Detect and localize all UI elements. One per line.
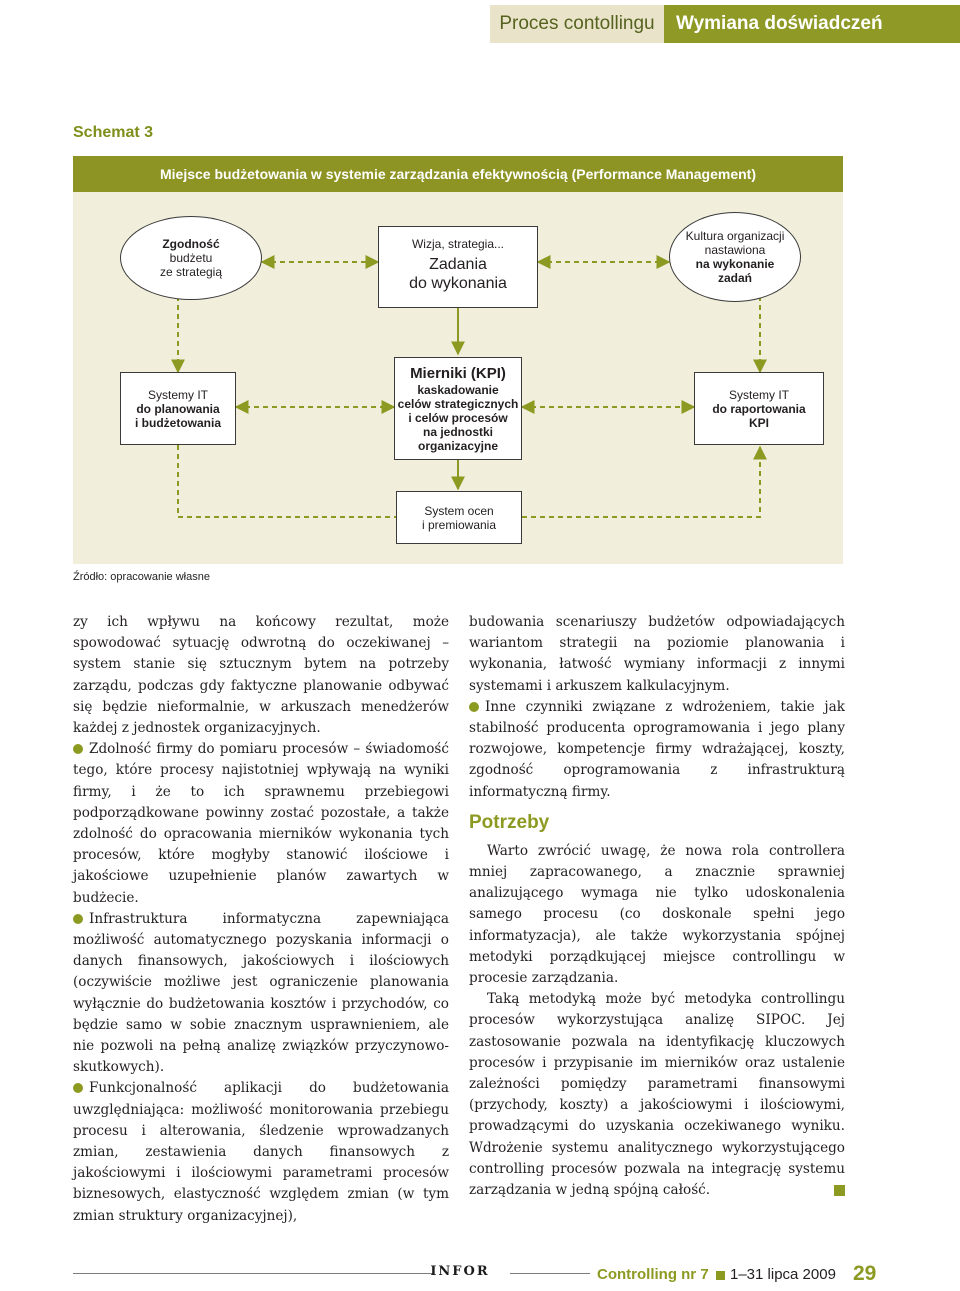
paragraph: [469, 989, 845, 1201]
paragraph: budowania scenariuszy budżetów odpowiadających wariantom strategii na poziomie planowania i wykonania, łatwość wymiany informacji z innymi systemami i arkuszem kalkulacyjnym.: [469, 614, 845, 694]
column-left: [73, 612, 449, 1227]
node-text: kaskadowanie: [417, 383, 499, 397]
node-kultura-organizacji: [669, 212, 801, 302]
node-mierniki-kpi: [394, 357, 522, 460]
node-text: nastawiona: [704, 243, 766, 257]
node-text: na wykonanie: [695, 257, 775, 271]
infor-logo: INFOR: [430, 1264, 490, 1279]
bullet-item: [73, 1078, 449, 1226]
footer-rule: [510, 1273, 590, 1274]
journal-title: Controlling nr 7: [597, 1266, 709, 1283]
node-text: do raportowania: [712, 401, 806, 416]
node-zgodnosc-budzetu: [120, 216, 262, 300]
node-text: zadań: [717, 271, 752, 285]
node-text: celów strategicznych: [397, 397, 519, 411]
diagram-title: Miejsce budżetowania w systemie zarządzania efektywnością (Performance Management): [73, 156, 843, 192]
node-systemy-it-raportowania: [694, 372, 824, 445]
bullet-item: [73, 739, 449, 909]
node-text: i premiowania: [421, 517, 497, 532]
paragraph-text: Taką metodyką może być metodyka controllingu procesów wykorzystująca analizę SIPOC. Jej zastosowanie pozwala na identyfikację kluczowych procesów i przypisanie im mierników oraz ustalenie zależności pomiędzy parametrami finansowymi (przychody, koszty) a jakościowymi i ilościowymi, prowadzącymi do uzyskania oczekiwanego wyniku. Wdrożenie systemu analitycznego wykorzystującego controlling procesów pozwala na integrację systemu zarządzania w jedną spójną całość.: [469, 991, 845, 1199]
bullet-item: [73, 909, 449, 1079]
node-zadania-do-wykonania: [378, 226, 538, 308]
schemat-label: Schemat 3: [73, 124, 154, 141]
node-text: KPI: [748, 415, 769, 430]
node-systemy-it-planowania: [120, 372, 236, 445]
node-text: do planowania: [136, 401, 220, 416]
end-mark-icon: [834, 1185, 845, 1196]
bullet-icon: [73, 914, 83, 924]
node-text: Systemy IT: [147, 387, 208, 402]
node-text: do wykonania: [409, 275, 507, 292]
node-text: ze strategią: [159, 265, 223, 279]
node-text: System ocen: [424, 503, 494, 518]
bullet-text: Infrastruktura informatyczna zapewniająca możliwość automatycznego pozyskania informacji o danych finansowych, jakościowych i ilościowych (oczywiście możliwe jest ograniczenie planowania wyłącznie do budżetowania kosztów i przychodów, co będzie samo w sobie znacznym usprawnieniem, ale nie pozwoli na pełną analizę związków przyczynowo-skutkowych).: [73, 910, 449, 1076]
paragraph: zy ich wpływu na końcowy rezultat, może spowodować sytuację odwrotną do oczekiwanej – system stanie się sztucznym bytem na potrzeby zarządu, podczas gdy faktyczne planowanie odbywać się będzie nieformalnie, w arkuszach menedżerów każdej z jednostek organizacyjnych.: [73, 614, 449, 737]
node-text: Systemy IT: [728, 387, 789, 402]
node-text: i budżetowania: [134, 415, 221, 430]
section-heading: Potrzeby: [469, 811, 550, 833]
column-right: [469, 612, 845, 1201]
node-text: budżetu: [169, 251, 213, 265]
node-text: Zadania: [429, 256, 487, 273]
node-text: Kultura organizacji: [685, 229, 785, 243]
paragraph: Warto zwrócić uwagę, że nowa rola controllera mniej zapracowanego, a znacznie sprawniej analizującego wymaga nie tylko udoskonalenia samego procesu (co doskonale spełni jego informatyzacja), ale także wykorzystania spójnej metodyki porządkującej miejsce controllingu w procesie zarządzania.: [469, 842, 845, 987]
node-text: na jednostki organizacyjne: [417, 425, 499, 453]
bullet-text: Inne czynniki związane z wdrożeniem, takie jak stabilność producenta oprogramowania i jego plany rozwojowe, kompetencje firmy wdrażającej, koszty, zgodność oprogramowania z infrastrukturą informatyczną firmy.: [469, 698, 845, 800]
separator-icon: [716, 1271, 725, 1280]
tab-wymiana-doswiadczen: Wymiana doświadczeń: [664, 5, 960, 43]
bullet-icon: [73, 1083, 83, 1093]
bullet-text: Zdolność firmy do pomiaru procesów – świadomość tego, które procesy najistotniej wpływają na wyniki firmy, i że to ich sprawnemu przebiegowi podporządkowane powinny zostać pozostałe, a także zdolność do opracowania mierników wykonania tych procesów, które mogłyby stanowić ilościowe i jakościowe uzupełnienie planów zawartych w budżecie.: [73, 741, 449, 906]
bullet-icon: [469, 702, 479, 712]
page-number: 29: [853, 1262, 877, 1285]
node-text: Wizja, strategia...: [411, 237, 505, 251]
node-text: i celów procesów: [408, 411, 508, 425]
node-system-ocen: [396, 491, 522, 544]
node-title: Mierniki (KPI): [410, 365, 506, 382]
bullet-icon: [73, 744, 83, 754]
bullet-item: [469, 697, 845, 803]
diagram-source: Źródło: opracowanie własne: [73, 571, 210, 583]
node-text: Zgodność: [162, 237, 220, 251]
footer-rule: [73, 1273, 433, 1274]
issue-date: 1–31 lipca 2009: [730, 1266, 836, 1283]
tab-proces-controllingu: Proces contollingu: [490, 5, 664, 43]
bullet-text: Funkcjonalność aplikacji do budżetowania uwzględniająca: możliwość monitorowania przebiegu procesu i alterowania, śledzenie wprowadzanych zmian, zestawienia danych finansowych z jakościowymi i ilościowymi parametrami procesów biznesowych, elastyczność względem zmian (w tym zmian struktury organizacyjnej),: [73, 1080, 449, 1224]
